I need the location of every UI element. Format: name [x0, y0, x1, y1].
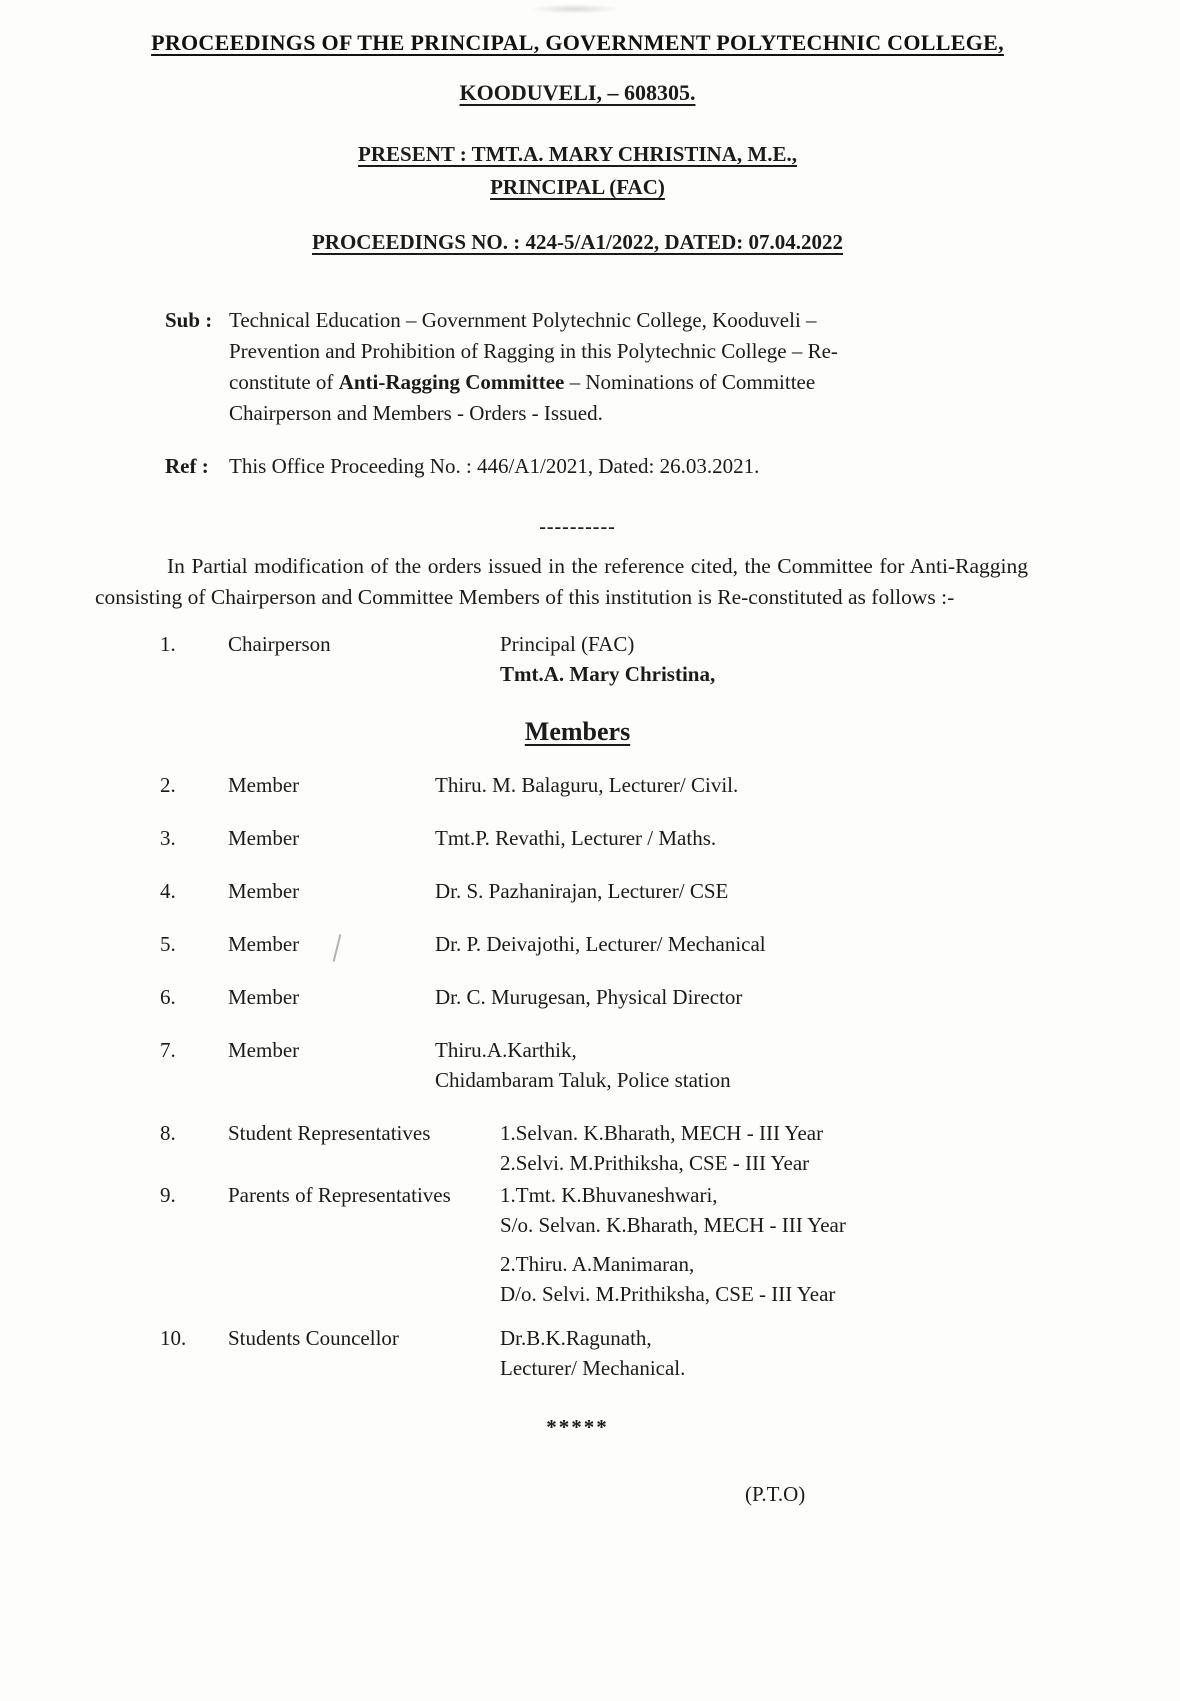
- row-role: Student Representatives: [228, 1121, 431, 1145]
- detail-line: Dr. S. Pazhanirajan, Lecturer/ CSE: [435, 879, 729, 903]
- intro-paragraph: In Partial modification of the orders issued in the reference cited, the Committee for Anti-Ragging consisting of Chairperson and Committee Members of this institution is Re-constituted as follows :-: [95, 554, 1028, 609]
- closing-stars: *****: [546, 1415, 609, 1439]
- committee-row: [160, 1118, 1060, 1178]
- detail-group: [435, 982, 1060, 1012]
- detail-group: [500, 1180, 1060, 1240]
- row-number: 3.: [160, 826, 176, 850]
- detail-line: 1.Selvan. K.Bharath, MECH - III Year: [500, 1121, 824, 1145]
- row-details: [435, 876, 1060, 906]
- row-role: Member: [228, 1038, 300, 1062]
- row-role: Member: [228, 879, 300, 903]
- detail-group: [500, 1249, 1060, 1309]
- reference-block: [165, 451, 905, 482]
- detail-group: [500, 1323, 1060, 1383]
- detail-group: [435, 823, 1060, 853]
- row-number: 6.: [160, 985, 176, 1009]
- members-heading: Members: [524, 717, 631, 746]
- document-title-line2: KOODUVELI, – 608305.: [459, 80, 696, 105]
- row-number: 2.: [160, 773, 176, 797]
- scan-smudge: [530, 4, 620, 14]
- row-number: 8.: [160, 1121, 176, 1145]
- detail-line: D/o. Selvi. M.Prithiksha, CSE - III Year: [500, 1282, 836, 1306]
- row-number: 1.: [160, 632, 176, 656]
- detail-line: Lecturer/ Mechanical.: [500, 1356, 686, 1380]
- row-role: Member: [228, 932, 300, 956]
- detail-group: [500, 1118, 1060, 1178]
- detail-line: S/o. Selvan. K.Bharath, MECH - III Year: [500, 1213, 846, 1237]
- subject-label: Sub :: [165, 308, 213, 332]
- subject-text-bold: Anti-Ragging Committee: [338, 370, 565, 394]
- subject-text-after: – Nominations of Committee Chairperson and Members - Orders - Issued.: [229, 370, 816, 425]
- row-details: [435, 982, 1060, 1012]
- detail-line: Dr. C. Murugesan, Physical Director: [435, 985, 743, 1009]
- row-details: [500, 1323, 1060, 1383]
- detail-line: Chidambaram Taluk, Police station: [435, 1068, 731, 1092]
- row-details: [500, 1118, 1060, 1178]
- detail-group: [435, 1035, 1060, 1095]
- row-details: [435, 823, 1060, 853]
- detail-group: [435, 929, 1060, 959]
- row-role: Chairperson: [228, 632, 331, 656]
- detail-line: Dr. P. Deivajothi, Lecturer/ Mechanical: [435, 932, 766, 956]
- row-number: 10.: [160, 1326, 187, 1350]
- detail-line: 2.Thiru. A.Manimaran,: [500, 1252, 695, 1276]
- row-role: Member: [228, 985, 300, 1009]
- committee-row: [160, 1323, 1060, 1383]
- committee-row: [160, 929, 1060, 959]
- row-role: Students Councellor: [228, 1326, 399, 1350]
- subject-text: [229, 305, 905, 429]
- detail-line: 2.Selvi. M.Prithiksha, CSE - III Year: [500, 1151, 810, 1175]
- separator-dashes: ----------: [539, 516, 616, 538]
- committee-rows: [95, 770, 1060, 1383]
- reference-text: This Office Proceeding No. : 446/A1/2021, Dated: 26.03.2021.: [229, 454, 760, 478]
- detail-line: Tmt.P. Revathi, Lecturer / Maths.: [435, 826, 717, 850]
- row-details: [435, 770, 1060, 800]
- row-number: 4.: [160, 879, 176, 903]
- present-line2: PRINCIPAL (FAC): [490, 175, 665, 199]
- detail-line: Dr.B.K.Ragunath,: [500, 1326, 652, 1350]
- row-role: Parents of Representatives: [228, 1183, 451, 1207]
- present-block: [95, 138, 1060, 204]
- row-role: Member: [228, 826, 300, 850]
- row-role: Member: [228, 773, 300, 797]
- row-number: 7.: [160, 1038, 176, 1062]
- committee-row: [160, 876, 1060, 906]
- committee-row-chairperson: [160, 629, 1060, 689]
- row-details: [500, 1180, 1060, 1309]
- committee-row: [160, 1035, 1060, 1095]
- detail-group: [435, 770, 1060, 800]
- row-number: 5.: [160, 932, 176, 956]
- detail-line: Thiru. M. Balaguru, Lecturer/ Civil.: [435, 773, 739, 797]
- row-details: [435, 1035, 1060, 1095]
- detail-line: Thiru.A.Karthik,: [435, 1038, 577, 1062]
- row-details: [435, 929, 1060, 959]
- detail-line: 1.Tmt. K.Bhuvaneshwari,: [500, 1183, 718, 1207]
- committee-row: [160, 1180, 1060, 1309]
- detail-line: Tmt.A. Mary Christina,: [500, 662, 716, 686]
- row-details: [500, 629, 1060, 689]
- row-number: 9.: [160, 1183, 176, 1207]
- present-line1: PRESENT : TMT.A. MARY CHRISTINA, M.E.,: [358, 142, 797, 166]
- detail-group: [435, 876, 1060, 906]
- detail-line: Principal (FAC): [500, 632, 635, 656]
- committee-row: [160, 823, 1060, 853]
- subject-text-before: Technical Education – Government Polytechnic College, Kooduveli – Prevention and Prohibition of Ragging in this Polytechnic College – Re-constitute of: [229, 308, 838, 394]
- committee-row: [160, 982, 1060, 1012]
- subject-block: [165, 305, 905, 429]
- document-title-line1: PROCEEDINGS OF THE PRINCIPAL, GOVERNMENT POLYTECHNIC COLLEGE,: [151, 30, 1004, 55]
- proceedings-number-line: PROCEEDINGS NO. : 424-5/A1/2022, DATED: 07.04.2022: [311, 230, 844, 254]
- reference-label: Ref :: [165, 454, 209, 478]
- committee-row: [160, 770, 1060, 800]
- pto-note: (P.T.O): [745, 1482, 806, 1506]
